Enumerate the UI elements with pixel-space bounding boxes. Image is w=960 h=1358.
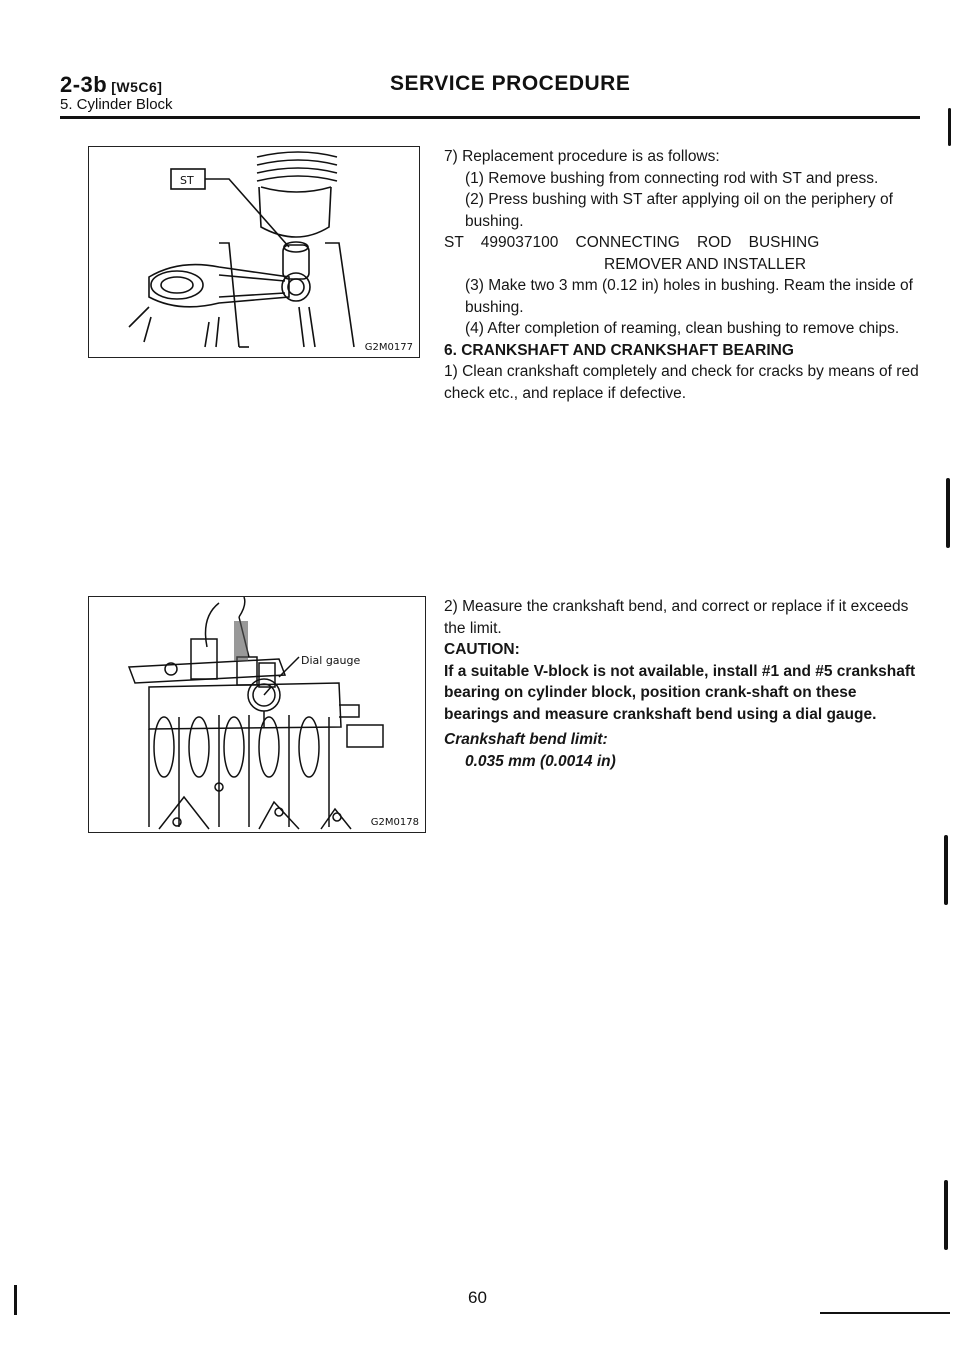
- crankshaft-dial-gauge-illustration: [89, 597, 425, 832]
- page-number: 60: [468, 1288, 487, 1307]
- section-6-item-2-block: [444, 596, 924, 772]
- connecting-rod-illustration: [89, 147, 419, 357]
- scan-edge-mark: [14, 1285, 17, 1315]
- procedure-7-step-3: (3) Make two 3 mm (0.12 in) holes in bushing. Ream the inside of bushing.: [465, 277, 913, 316]
- procedure-7-step-2: (2) Press bushing with ST after applying oil on the periphery of bushing.: [465, 191, 893, 230]
- figure-connecting-rod: [88, 146, 420, 358]
- dial-gauge-label: Dial gauge: [301, 654, 361, 667]
- section-6-item-1: 1) Clean crankshaft completely and check for cracks by means of red check etc., and replace if defective.: [444, 363, 919, 402]
- st-label: ST: [180, 174, 194, 187]
- figure-code: G2M0177: [364, 342, 413, 353]
- procedure-7-step-4: (4) After completion of reaming, clean bushing to remove chips.: [465, 320, 900, 337]
- scan-edge-mark: [948, 108, 951, 146]
- section-6-heading: 6. CRANKSHAFT AND CRANKSHAFT BEARING: [444, 341, 794, 359]
- caution-label: CAUTION:: [444, 641, 520, 658]
- subsection-title: 5. Cylinder Block: [60, 96, 173, 113]
- caution-text: If a suitable V-block is not available, install #1 and #5 crankshaft bearing on cylinder block, position crank-shaft on these bearings and measure crankshaft bend using a dial gauge.: [444, 662, 916, 723]
- procedure-7-step-1: (1) Remove bushing from connecting rod with ST and press.: [465, 169, 879, 187]
- special-tool-line: ST 499037100 CONNECTING ROD BUSHING: [444, 234, 820, 251]
- section-number: 2-3b: [60, 72, 108, 97]
- section-6-item-2: 2) Measure the crankshaft bend, and correct or replace if it exceeds the limit.: [444, 598, 909, 637]
- scan-edge-mark: [944, 835, 948, 905]
- procedure-7-block: [444, 146, 924, 404]
- figure-code: G2M0178: [370, 817, 419, 828]
- figure-crankshaft-dial-gauge: [88, 596, 426, 833]
- section-tag: [W5C6]: [111, 79, 163, 95]
- scan-edge-mark: [944, 1180, 948, 1250]
- scan-edge-mark: [946, 478, 950, 548]
- section-code: [60, 72, 162, 98]
- page-title: SERVICE PROCEDURE: [390, 72, 631, 95]
- scan-edge-mark: [820, 1312, 950, 1314]
- spec-value: 0.035 mm (0.0014 in): [465, 752, 616, 770]
- special-tool-name: REMOVER AND INSTALLER: [604, 255, 807, 273]
- procedure-7-intro: 7) Replacement procedure is as follows:: [444, 148, 720, 165]
- header-rule: [60, 116, 920, 119]
- spec-label: Crankshaft bend limit:: [444, 731, 608, 748]
